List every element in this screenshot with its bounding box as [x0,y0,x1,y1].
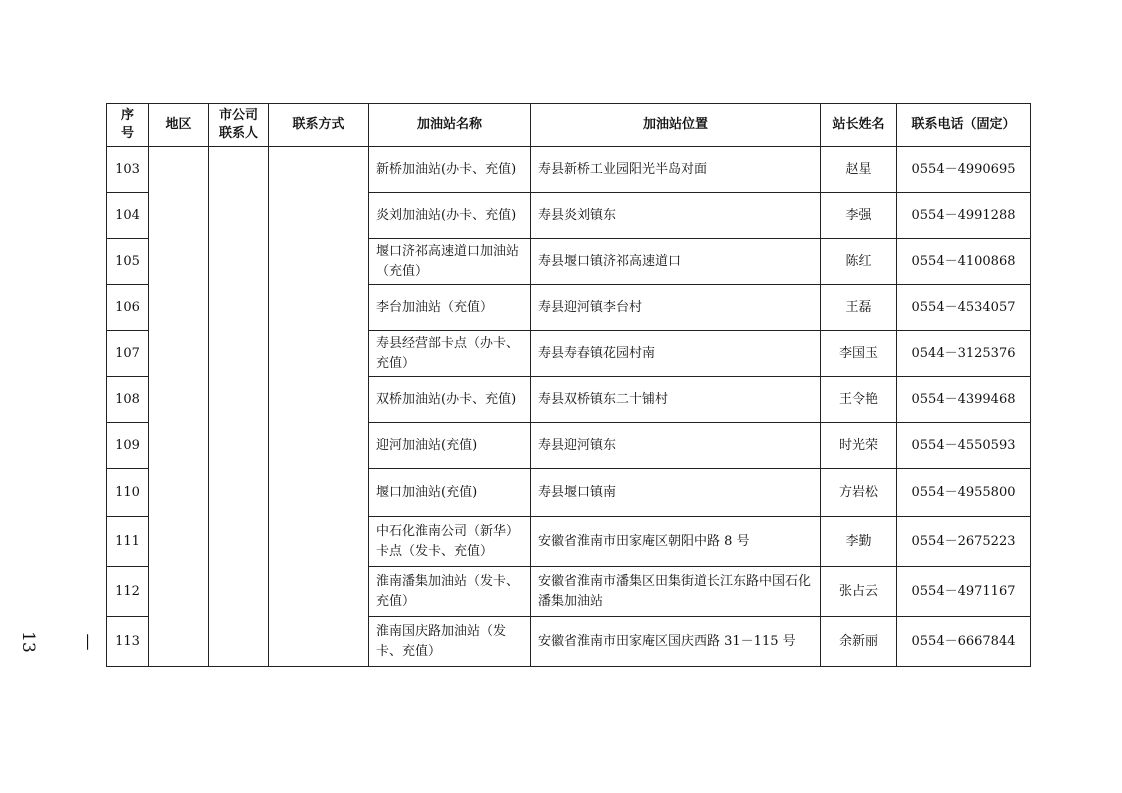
table-row [107,147,1031,193]
cell-station-name: 堰口济祁高速道口加油站（充值） [369,239,531,285]
cell-manager-name: 王令艳 [821,377,897,423]
header-seq: 序 号 [107,104,149,147]
cell-station-name: 迎河加油站(充值) [369,423,531,469]
cell-seq: 107 [107,331,149,377]
station-table [106,103,1031,667]
cell-phone: 0554－4971167 [897,567,1031,617]
cell-phone: 0554－4550593 [897,423,1031,469]
cell-manager-name: 王磊 [821,285,897,331]
cell-station-location: 寿县寿春镇花园村南 [531,331,821,377]
header-region: 地区 [149,104,209,147]
cell-station-location: 寿县迎河镇东 [531,423,821,469]
cell-manager-name: 赵星 [821,147,897,193]
cell-contact-person [209,147,269,667]
cell-station-location: 寿县迎河镇李台村 [531,285,821,331]
cell-seq: 113 [107,617,149,667]
cell-seq: 108 [107,377,149,423]
cell-manager-name: 方岩松 [821,469,897,517]
header-row [107,104,1031,147]
cell-manager-name: 时光荣 [821,423,897,469]
cell-seq: 103 [107,147,149,193]
page-number: — 13 [18,631,98,653]
header-contact-person: 市公司 联系人 [209,104,269,147]
cell-seq: 104 [107,193,149,239]
cell-seq: 111 [107,517,149,567]
cell-station-name: 寿县经营部卡点（办卡、充值） [369,331,531,377]
header-station-location: 加油站位置 [531,104,821,147]
cell-manager-name: 陈红 [821,239,897,285]
cell-station-location: 安徽省淮南市田家庵区朝阳中路 8 号 [531,517,821,567]
cell-phone: 0554－4399468 [897,377,1031,423]
cell-manager-name: 李国玉 [821,331,897,377]
cell-phone: 0554－4991288 [897,193,1031,239]
cell-station-location: 安徽省淮南市田家庵区国庆西路 31－115 号 [531,617,821,667]
cell-phone: 0544－3125376 [897,331,1031,377]
cell-seq: 110 [107,469,149,517]
cell-station-name: 堰口加油站(充值) [369,469,531,517]
cell-station-name: 李台加油站（充值） [369,285,531,331]
cell-station-location: 寿县新桥工业园阳光半岛对面 [531,147,821,193]
cell-station-name: 炎刘加油站(办卡、充值) [369,193,531,239]
cell-station-location: 寿县双桥镇东二十铺村 [531,377,821,423]
cell-manager-name: 张占云 [821,567,897,617]
header-phone: 联系电话（固定） [897,104,1031,147]
cell-region [149,147,209,667]
cell-seq: 112 [107,567,149,617]
cell-station-location: 寿县堰口镇南 [531,469,821,517]
cell-manager-name: 余新丽 [821,617,897,667]
cell-phone: 0554－4955800 [897,469,1031,517]
cell-station-name: 双桥加油站(办卡、充值) [369,377,531,423]
cell-station-name: 中石化淮南公司（新华）卡点（发卡、充值） [369,517,531,567]
cell-manager-name: 李勤 [821,517,897,567]
cell-phone: 0554－6667844 [897,617,1031,667]
header-contact-method: 联系方式 [269,104,369,147]
cell-seq: 109 [107,423,149,469]
cell-station-location: 安徽省淮南市潘集区田集街道长江东路中国石化潘集加油站 [531,567,821,617]
cell-phone: 0554－2675223 [897,517,1031,567]
header-station-name: 加油站名称 [369,104,531,147]
cell-station-location: 寿县炎刘镇东 [531,193,821,239]
cell-station-name: 淮南国庆路加油站（发卡、充值） [369,617,531,667]
cell-station-name: 新桥加油站(办卡、充值) [369,147,531,193]
cell-seq: 105 [107,239,149,285]
cell-seq: 106 [107,285,149,331]
cell-phone: 0554－4100868 [897,239,1031,285]
cell-contact-method [269,147,369,667]
cell-station-location: 寿县堰口镇济祁高速道口 [531,239,821,285]
header-manager-name: 站长姓名 [821,104,897,147]
cell-manager-name: 李强 [821,193,897,239]
cell-phone: 0554－4534057 [897,285,1031,331]
cell-station-name: 淮南潘集加油站（发卡、充值） [369,567,531,617]
cell-phone: 0554－4990695 [897,147,1031,193]
